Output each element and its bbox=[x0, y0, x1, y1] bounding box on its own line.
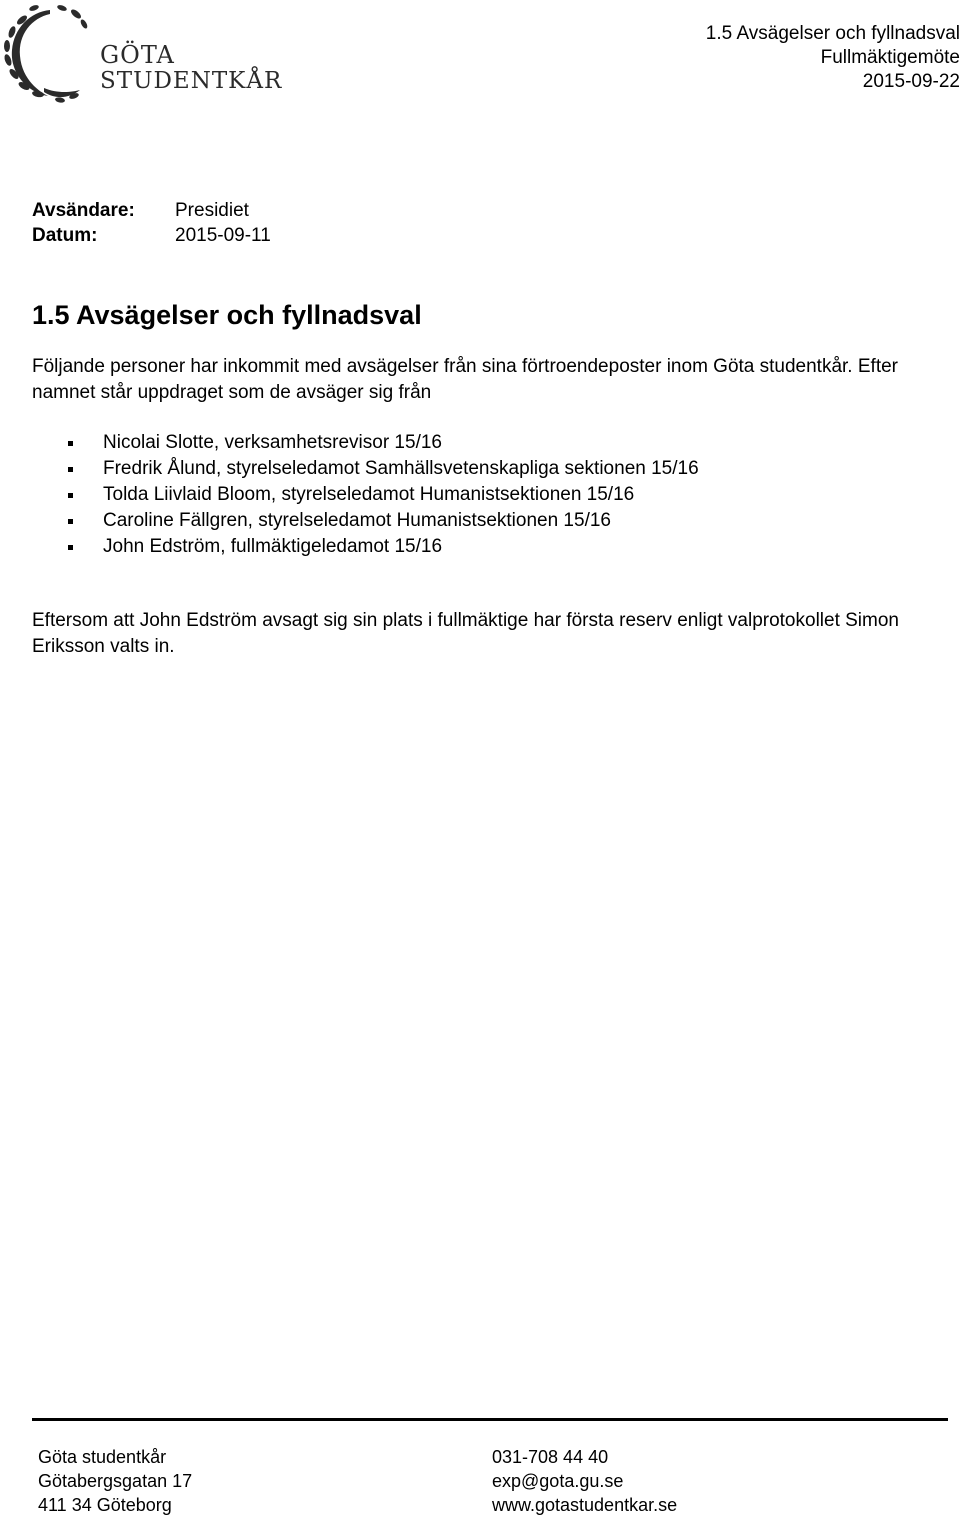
bullet-icon bbox=[68, 493, 73, 498]
sender-value: Presidiet bbox=[175, 200, 249, 221]
resignation-list bbox=[68, 430, 699, 560]
footer-contact bbox=[492, 1445, 677, 1517]
bullet-icon bbox=[68, 519, 73, 524]
laurel-wreath-icon bbox=[0, 0, 100, 110]
header-date: 2015-09-22 bbox=[862, 71, 960, 92]
list-item-text: Caroline Fällgren, styrelseledamot Humanistsektionen 15/16 bbox=[103, 510, 611, 531]
intro-paragraph: Följande personer har inkommit med avsägelser från sina förtroendeposter inom Göta studentkår. Efter namnet står uppdraget som de avsäger sig från bbox=[32, 356, 898, 403]
list-item bbox=[68, 456, 699, 482]
page-title: 1.5 Avsägelser och fyllnadsval bbox=[32, 300, 422, 330]
logo-wordmark bbox=[100, 42, 282, 94]
date-value: 2015-09-11 bbox=[175, 225, 271, 246]
footer-city: 411 34 Göteborg bbox=[38, 1495, 172, 1515]
list-item bbox=[68, 430, 699, 456]
logo-line-2: STUDENTKÅR bbox=[100, 68, 283, 94]
list-item bbox=[68, 534, 699, 560]
bullet-icon bbox=[68, 545, 73, 550]
footer-website[interactable]: www.gotastudentkar.se bbox=[492, 1495, 678, 1515]
document-header bbox=[706, 22, 960, 94]
header-item-number: 1.5 bbox=[705, 23, 733, 44]
conclusion-paragraph: Eftersom att John Edström avsagt sig sin plats i fullmäktige har första reserv enligt valprotokollet Simon Eriksson valts in. bbox=[32, 610, 899, 657]
list-item bbox=[68, 508, 699, 534]
date-label: Datum: bbox=[32, 225, 98, 246]
footer-phone: 031-708 44 40 bbox=[492, 1447, 609, 1467]
sender-row bbox=[32, 198, 271, 223]
bullet-icon bbox=[68, 467, 73, 472]
footer-email[interactable]: exp@gota.gu.se bbox=[492, 1471, 624, 1491]
sender-label: Avsändare: bbox=[32, 200, 135, 221]
footer-street: Götabergsgatan 17 bbox=[38, 1471, 193, 1491]
list-item-text: Nicolai Slotte, verksamhetsrevisor 15/16 bbox=[103, 432, 442, 453]
bullet-icon bbox=[68, 441, 73, 446]
list-item-text: Fredrik Ålund, styrelseledamot Samhällsvetenskapliga sektionen 15/16 bbox=[103, 458, 699, 479]
header-meeting: Fullmäktigemöte bbox=[820, 47, 960, 68]
document-meta bbox=[32, 198, 271, 248]
logo-line-1: GÖTA bbox=[100, 41, 175, 69]
footer-org: Göta studentkår bbox=[38, 1447, 167, 1467]
date-row bbox=[32, 223, 271, 248]
header-item-title: Avsägelser och fyllnadsval bbox=[736, 23, 960, 44]
list-item-text: Tolda Liivlaid Bloom, styrelseledamot Humanistsektionen 15/16 bbox=[103, 484, 635, 505]
header-agenda-item bbox=[706, 22, 960, 46]
list-item bbox=[68, 482, 699, 508]
list-item-text: John Edström, fullmäktigeledamot 15/16 bbox=[103, 536, 443, 557]
logo bbox=[0, 0, 283, 110]
footer-address bbox=[38, 1445, 192, 1517]
footer-divider bbox=[32, 1418, 948, 1421]
